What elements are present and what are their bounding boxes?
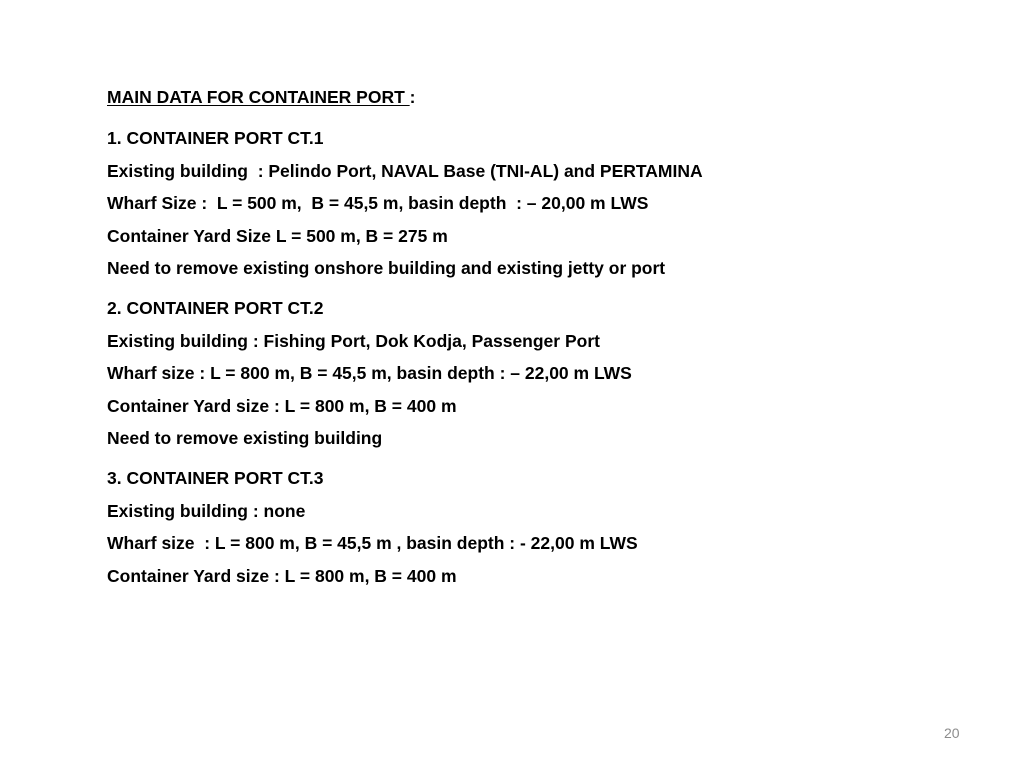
existing-building-line: Existing building : none: [107, 500, 306, 521]
section-title: 2. CONTAINER PORT CT.2: [107, 298, 324, 318]
slide-content: [107, 85, 987, 604]
container-yard-line: Container Yard size : L = 800 m, B = 400 m: [107, 565, 457, 586]
section-title: 1. CONTAINER PORT CT.1: [107, 128, 324, 148]
container-yard-line: Container Yard Size L = 500 m, B = 275 m: [107, 225, 448, 246]
page-number: 20: [944, 725, 960, 741]
section-ct3: [107, 466, 987, 588]
section-title: 3. CONTAINER PORT CT.3: [107, 468, 324, 488]
container-yard-line: Container Yard size : L = 800 m, B = 400 m: [107, 395, 457, 416]
wharf-size-line: Wharf Size : L = 500 m, B = 45,5 m, basin depth : – 20,00 m LWS: [107, 193, 649, 213]
existing-building-line: Existing building : Fishing Port, Dok Kodja, Passenger Port: [107, 330, 600, 351]
page-title: [107, 85, 987, 109]
requirement-line: Need to remove existing building: [107, 428, 383, 448]
section-ct2: [107, 296, 987, 450]
wharf-size-line: Wharf size : L = 800 m, B = 45,5 m, basin depth : – 22,00 m LWS: [107, 363, 632, 383]
requirement-line: Need to remove existing onshore building and existing jetty or port: [107, 258, 666, 278]
section-ct1: [107, 126, 987, 280]
existing-building-line: Existing building : Pelindo Port, NAVAL Base (TNI-AL) and PERTAMINA: [107, 160, 703, 181]
page-title-colon: :: [409, 87, 416, 107]
wharf-size-line: Wharf size : L = 800 m, B = 45,5 m , basin depth : - 22,00 m LWS: [107, 533, 638, 553]
page-title-text: MAIN DATA FOR CONTAINER PORT: [107, 87, 410, 107]
